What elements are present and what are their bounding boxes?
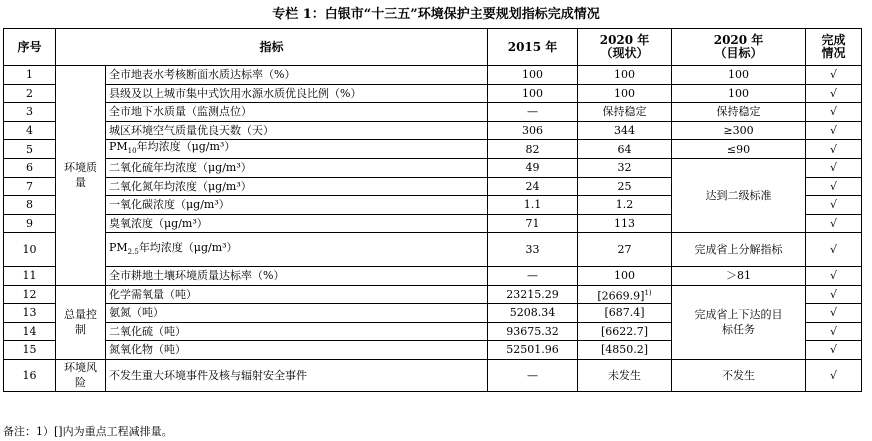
seq-cell: 11 [4, 267, 56, 286]
value-2020-text: [2669.9] [597, 289, 645, 303]
done-cell: √ [806, 341, 862, 360]
header-done [806, 29, 862, 66]
value-2020 [578, 285, 672, 304]
seq-cell: 1 [4, 66, 56, 85]
indicator-cell [106, 233, 488, 267]
group-total-control: 总量控制 [56, 285, 106, 359]
value-2020: [4850.2] [578, 341, 672, 360]
target-cell: 不发生 [672, 359, 806, 391]
pm-subscript: 10 [127, 147, 137, 156]
table-title: 专栏 1：白银市“十三五”环境保护主要规划指标完成情况 [272, 7, 600, 22]
header-indicator: 指标 [56, 29, 488, 66]
value-2015: 100 [488, 66, 578, 85]
table-row [4, 66, 862, 85]
value-2020: 未发生 [578, 359, 672, 391]
value-2020: 保持稳定 [578, 103, 672, 122]
done-cell: √ [806, 103, 862, 122]
value-2020: 32 [578, 159, 672, 178]
target-cell: 100 [672, 66, 806, 85]
indicator-cell: 二氧化硫年均浓度（μg/m³） [106, 159, 488, 178]
seq-cell: 4 [4, 121, 56, 140]
header-2020-target-line1: 2020 年 [713, 33, 764, 47]
table-row [4, 233, 862, 267]
value-2015: 52501.96 [488, 341, 578, 360]
done-cell: √ [806, 84, 862, 103]
seq-cell: 14 [4, 322, 56, 341]
done-cell: √ [806, 322, 862, 341]
indicator-cell: 化学需氧量（吨） [106, 285, 488, 304]
done-cell: √ [806, 359, 862, 391]
value-2020: 100 [578, 66, 672, 85]
table-row [4, 121, 862, 140]
seq-cell: 10 [4, 233, 56, 267]
done-cell: √ [806, 196, 862, 215]
table-row [4, 267, 862, 286]
value-2015: 93675.32 [488, 322, 578, 341]
seq-cell: 2 [4, 84, 56, 103]
value-2020: 344 [578, 121, 672, 140]
value-2020: 25 [578, 177, 672, 196]
indicator-cell: 二氧化硫（吨） [106, 322, 488, 341]
seq-cell: 16 [4, 359, 56, 391]
indicator-cell: 氮氧化物（吨） [106, 341, 488, 360]
indicator-cell: 臭氧浓度（μg/m³） [106, 214, 488, 233]
done-cell: √ [806, 233, 862, 267]
header-done-line1: 完成 [821, 33, 846, 47]
value-2020: 1.2 [578, 196, 672, 215]
header-2015: 2015 年 [488, 29, 578, 66]
target-cell: 保持稳定 [672, 103, 806, 122]
value-2015: 5208.34 [488, 304, 578, 323]
value-2015: — [488, 103, 578, 122]
value-2015: — [488, 267, 578, 286]
value-2015: 100 [488, 84, 578, 103]
header-done-line2: 情况 [821, 46, 846, 60]
value-2020: 113 [578, 214, 672, 233]
header-2020-actual [578, 29, 672, 66]
indicator-rest: 年均浓度（μg/m³） [136, 140, 236, 153]
value-2015: 23215.29 [488, 285, 578, 304]
value-2020: 100 [578, 267, 672, 286]
table-row [4, 84, 862, 103]
value-2015: 33 [488, 233, 578, 267]
table-row [4, 285, 862, 304]
seq-cell: 15 [4, 341, 56, 360]
pm-subscript: 2.5 [127, 247, 139, 256]
indicator-rest: 年均浓度（μg/m³） [138, 240, 238, 254]
pm-label: PM [109, 240, 128, 254]
header-2020-actual-line2: （现状） [600, 46, 649, 60]
done-cell: √ [806, 159, 862, 178]
target-cell: 100 [672, 84, 806, 103]
done-cell: √ [806, 267, 862, 286]
table-row [4, 359, 862, 391]
indicator-cell: 全市耕地土壤环境质量达标率（%） [106, 267, 488, 286]
target-cell: ＞81 [672, 267, 806, 286]
indicator-cell: 二氧化氮年均浓度（μg/m³） [106, 177, 488, 196]
done-cell: √ [806, 121, 862, 140]
done-cell: √ [806, 177, 862, 196]
value-2015: 24 [488, 177, 578, 196]
header-seq: 序号 [4, 29, 56, 66]
indicator-table [3, 28, 862, 392]
footnote: 备注：1）[]内为重点工程减排量。 [3, 425, 173, 438]
value-2020: 27 [578, 233, 672, 267]
seq-cell: 12 [4, 285, 56, 304]
target-cell: 完成省上分解指标 [672, 233, 806, 267]
pm-label: PM [109, 140, 128, 153]
target-cell: ≥300 [672, 121, 806, 140]
seq-cell: 5 [4, 140, 56, 159]
seq-cell: 9 [4, 214, 56, 233]
seq-cell: 13 [4, 304, 56, 323]
merged-target-air: 达到二级标准 [672, 159, 806, 233]
header-2020-target [672, 29, 806, 66]
footnote-marker: 1) [644, 288, 652, 297]
done-cell: √ [806, 214, 862, 233]
indicator-cell: 城区环境空气质量优良天数（天） [106, 121, 488, 140]
indicator-cell [106, 140, 488, 159]
done-cell: √ [806, 304, 862, 323]
indicator-cell: 一氧化碳浓度（μg/m³） [106, 196, 488, 215]
indicator-cell: 全市地下水质量（监测点位） [106, 103, 488, 122]
seq-cell: 3 [4, 103, 56, 122]
done-cell: √ [806, 285, 862, 304]
indicator-cell: 不发生重大环境事件及核与辐射安全事件 [106, 359, 488, 391]
done-cell: √ [806, 66, 862, 85]
merged-target-total: 完成省上下达的目标任务 [672, 285, 806, 359]
group-env-quality: 环境质量 [56, 66, 106, 286]
indicator-cell: 全市地表水考核断面水质达标率（%） [106, 66, 488, 85]
table-row [4, 159, 862, 178]
seq-cell: 7 [4, 177, 56, 196]
table-row [4, 140, 862, 159]
indicator-cell: 氨氮（吨） [106, 304, 488, 323]
value-2015: 306 [488, 121, 578, 140]
header-2020-target-line2: （目标） [714, 46, 763, 60]
done-cell: √ [806, 140, 862, 159]
value-2015: 49 [488, 159, 578, 178]
value-2020: [6622.7] [578, 322, 672, 341]
value-2015: 1.1 [488, 196, 578, 215]
value-2015: 71 [488, 214, 578, 233]
group-env-risk: 环境风险 [56, 359, 106, 391]
header-2020-actual-line1: 2020 年 [599, 33, 650, 47]
value-2015: 82 [488, 140, 578, 159]
seq-cell: 6 [4, 159, 56, 178]
value-2020: [687.4] [578, 304, 672, 323]
value-2020: 100 [578, 84, 672, 103]
value-2020: 64 [578, 140, 672, 159]
value-2015: — [488, 359, 578, 391]
header-row [4, 29, 862, 66]
table-row [4, 103, 862, 122]
target-cell: ≤90 [672, 140, 806, 159]
indicator-cell: 县级及以上城市集中式饮用水源水质优良比例（%） [106, 84, 488, 103]
seq-cell: 8 [4, 196, 56, 215]
